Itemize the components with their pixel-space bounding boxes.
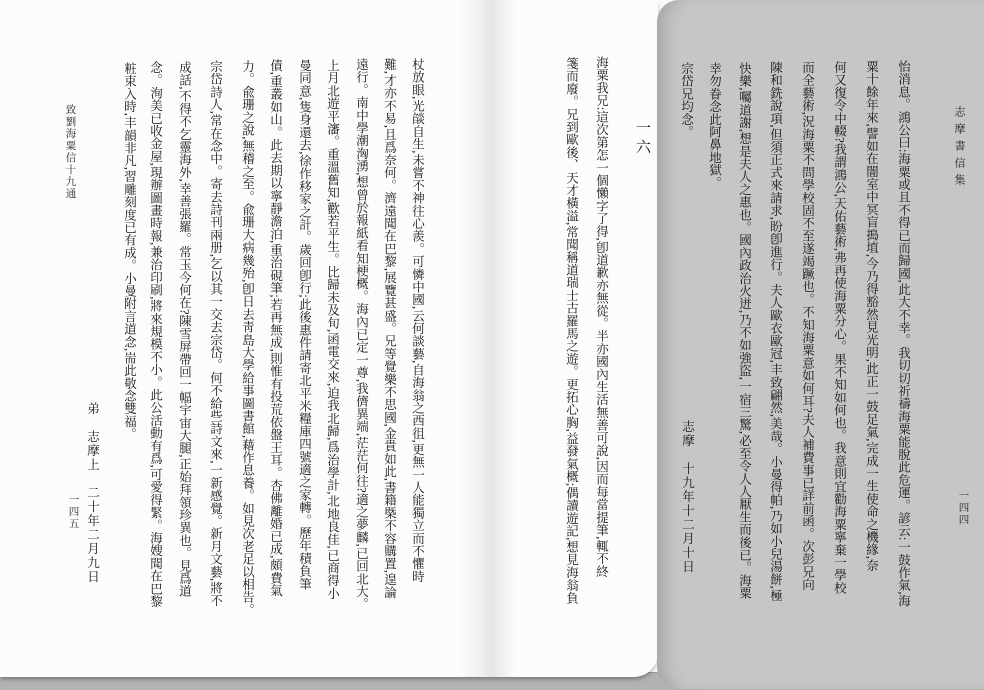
text-column: 念。洵美已收金屋,現辦圖畫時報,兼治印刷,將來規模不小。此公活動有爲,可愛得緊。海嫂聞在巴黎 [148,61,163,608]
edge-title: 志摩書信集 [953,106,965,191]
text-column: 快樂,囑道謝,想是夫人之惠也。國內政治火迸,乃不如強盜,一宿三驚,必至令人人厭生而後已。海粟 [737,62,752,600]
text-column: 幸勿眷念此阿鼻地獄。 [707,62,722,189]
text-column: 曼同意,隻身還去,徐作移家之計。歲回卽行;此後惠件請寄北平米糧庫四號適之家轉。歷年積負筆 [297,59,312,591]
edge-title: 致劉海粟信十九通 [64,104,76,200]
text-column: 力。兪珊之說,無稽之至。兪珊大病幾殆,卽日去靑島大學給事圖書館,藉作息養。如見次老足以相告。 [240,60,255,617]
right-page [657,0,984,689]
text-column: 而全藝術,況海粟不問學校固不至遂竭蹶也。不知海粟意如何耳?夫人補費事已詳前函。次彭兄向 [800,61,815,591]
page-number: 一四四 [957,490,969,526]
text-column: 杖放眼,光燄自生,未嘗不神往心羨。可憐中國,云何談藝,自海翁之西徂,更無一人能獨立而不懼時 [410,58,425,583]
text-column: 債,重叢如山。此去期以寧靜澹泊,重治硯筆;若再無成,則惟有投荒依盤王耳。杏佛離婚已成,頗費氣 [268,59,283,597]
text-column: 箋而廢。兄到歐後、天才橫溢,常聞稱道瑞士古羅馬之遊。更拓心胸,益發氣概;偶讀遊記,想見海翁負 [564,57,579,605]
text-column: 粟十餘年來,譬如在闇室中冥盲搗埴,今乃得豁然見光明,此正一鼓足氣,完成一生使命之機緣,奈 [864,60,879,572]
text-column: 上月北遊平瀋。重溫舊知,歡若平生。比歸未及旬,函電交來,迫我北歸,爲治學計,北地良佳,已商得小 [325,59,340,600]
text-column: 宗岱詩人,常在念中。寄去詩刊兩册,乞以其一交去宗岱。何不給些詩文來,一新感覺。新月文藝,將不 [208,60,223,607]
text-column: 何又復令中輟?我謂鴻公,天佑藝術,弗再使海粟分心。果不知如何也。我意則宜勸海粟寧棄一學校 [832,61,847,595]
page-fold-shadow [458,0,516,677]
text-column: 粧束入時,丰韻非凡,習雕刻度已有成。小曼附言道念,耑此敬念雙福。 [122,62,137,441]
signature: 弟 志摩上 二十年二月九日 [85,402,100,584]
text-column: 宗岱兄均念。 [679,62,694,139]
text-column: 成話,不得不乞靈海外,幸善張羅。常玉今何在?陳雪屏帶回一幅宇宙大腿,正始拜領珍異也。見爲道 [177,61,192,598]
page-number: 一四五 [67,494,79,530]
text-column: 遠行。南中學潮洶湧,想曾於報紙看知梗概。海內已定一尊,我儕異端,茫茫何往?適之夢麟,已回北大。 [354,58,369,611]
letter-heading: 一六 [634,120,650,158]
text-column: 海粟我兄:這次第怎一個懶字了得,卽道歉亦無從。半亦國內生活無善可說,因而每當提筆,輒不終 [594,56,609,578]
signature: 志摩 十九年十二月十日 [680,420,695,574]
text-column: 難,才亦不易,且爲奈何。濟遠聞在巴黎,展覽甚盛。兄等覺樂不思國,金貴如此,書籍槩不容購置,遑論 [382,58,397,599]
text-column: 陳和銑說項,但須正式來請求,盼卽進行。夫人歐衣歐冠,丰致翩然,美哉。小曼得帕,乃如小兒湯餅,極 [768,61,783,602]
text-column: 怡消息。鴻公曰:海粟或且不得已而歸國,此大不幸。我切切祈禱海粟能脫此危運。諺云:一鼓作氣,海 [896,60,911,608]
